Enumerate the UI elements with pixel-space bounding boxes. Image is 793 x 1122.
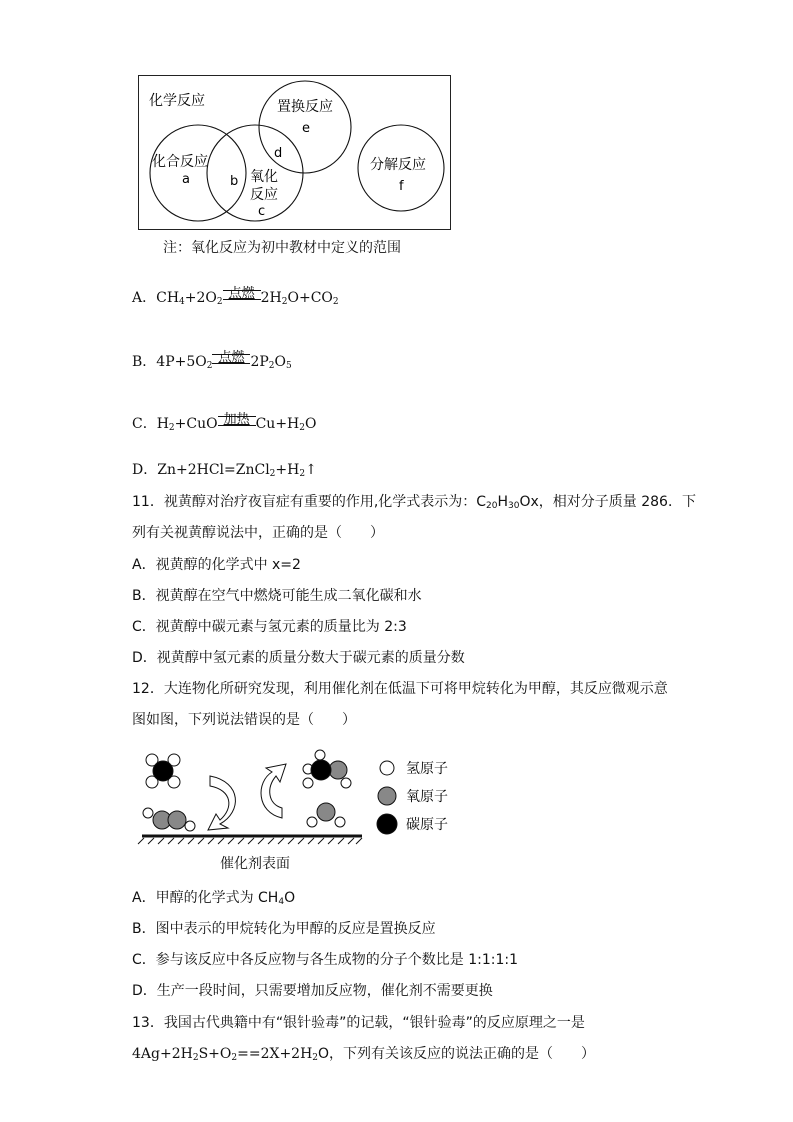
q12-stem-line1: 12．大连物化所研究发现，利用催化剂在低温下可将甲烷转化为甲醇，其反应微观示意 — [132, 681, 668, 697]
q10-option-b[interactable]: B．$4P+5O_2$ 点燃 $2P_2O_5$ — [132, 350, 292, 371]
q13-stem-line2: $4Ag+2H_2S+O_2==2X+2H_2O$，下列有关该反应的说法正确的是（ ） — [132, 1046, 596, 1063]
q11-option-a[interactable]: A．视黄醇的化学式中 x=2 — [132, 557, 301, 573]
q11-option-c[interactable]: C．视黄醇中碳元素与氢元素的质量比为 2:3 — [132, 619, 407, 635]
oxidation-label-1: 氧化 — [250, 169, 278, 185]
q11-stem-line1: 11．视黄醇对治疗夜盲症有重要的作用,化学式表示为：$C_{20}H_{30}Ox$，相对分子质量 286．下 — [132, 494, 696, 511]
legend-oxygen-icon — [378, 787, 396, 805]
venn-diagram — [138, 75, 450, 229]
curved-arrow-up-icon — [261, 764, 286, 818]
legend-carbon-label: 碳原子 — [406, 817, 448, 833]
q11-stem-line2: 列有关视黄醇说法中，正确的是（ ） — [132, 525, 384, 541]
q13-stem-line1: 13．我国古代典籍中有“银针验毒”的记载，“银针验毒”的反应原理之一是 — [132, 1015, 585, 1031]
methanol-molecule — [303, 750, 351, 788]
region-e: e — [302, 121, 310, 136]
q10-option-d[interactable]: D．$Zn+2HCl=ZnCl_2+H_2↑$ — [132, 462, 317, 479]
q11-option-b[interactable]: B．视黄醇在空气中燃烧可能生成二氧化碳和水 — [132, 588, 422, 604]
displacement-label: 置换反应 — [277, 99, 333, 115]
venn-title: 化学反应 — [149, 93, 205, 109]
reaction-condition: 点燃 — [223, 301, 261, 302]
combination-circle — [150, 125, 246, 221]
legend-carbon-icon — [377, 814, 397, 834]
decomposition-label: 分解反应 — [370, 157, 426, 173]
venn-note: 注：氧化反应为初中教材中定义的范围 — [163, 240, 401, 256]
q12-stem-line2: 图如图，下列说法错误的是（ ） — [132, 712, 356, 728]
methane-molecule — [146, 754, 180, 788]
region-d: d — [274, 146, 283, 161]
adsorbed-molecule — [143, 808, 195, 831]
reaction-condition: 点燃 — [212, 365, 250, 366]
catalyst-reaction-diagram — [132, 742, 472, 852]
q10-option-a[interactable]: A．$CH_4+2O_2$ 点燃 $2H_2O+CO_2$ — [132, 286, 339, 307]
legend-hydrogen-icon — [380, 761, 394, 775]
region-c: c — [258, 204, 266, 219]
legend-hydrogen-label: 氢原子 — [406, 761, 448, 777]
legend-oxygen-label: 氧原子 — [406, 789, 448, 805]
q11-option-d[interactable]: D．视黄醇中氢元素的质量分数大于碳元素的质量分数 — [132, 650, 465, 666]
water-molecule — [307, 803, 345, 827]
q12-option-d[interactable]: D．生产一段时间，只需要增加反应物，催化剂不需要更换 — [132, 983, 493, 999]
combination-label: 化合反应 — [152, 154, 208, 170]
region-a: a — [182, 172, 190, 187]
q12-option-a[interactable]: A．甲醇的化学式为 $CH_4O$ — [132, 890, 296, 907]
reaction-condition: 加热 — [218, 427, 256, 428]
region-b: b — [230, 174, 239, 189]
curved-arrow-down-icon — [208, 776, 235, 830]
oxidation-label-2: 反应 — [250, 187, 278, 203]
surface-hatching — [138, 838, 362, 844]
catalyst-surface-caption: 催化剂表面 — [220, 856, 290, 872]
q12-option-b[interactable]: B．图中表示的甲烷转化为甲醇的反应是置换反应 — [132, 921, 436, 937]
q10-option-c[interactable]: C．$H_2+CuO$ 加热 $Cu+H_2O$ — [132, 412, 317, 433]
region-f: f — [399, 179, 404, 194]
q12-option-c[interactable]: C．参与该反应中各反应物与各生成物的分子个数比是 1:1:1:1 — [132, 952, 519, 968]
